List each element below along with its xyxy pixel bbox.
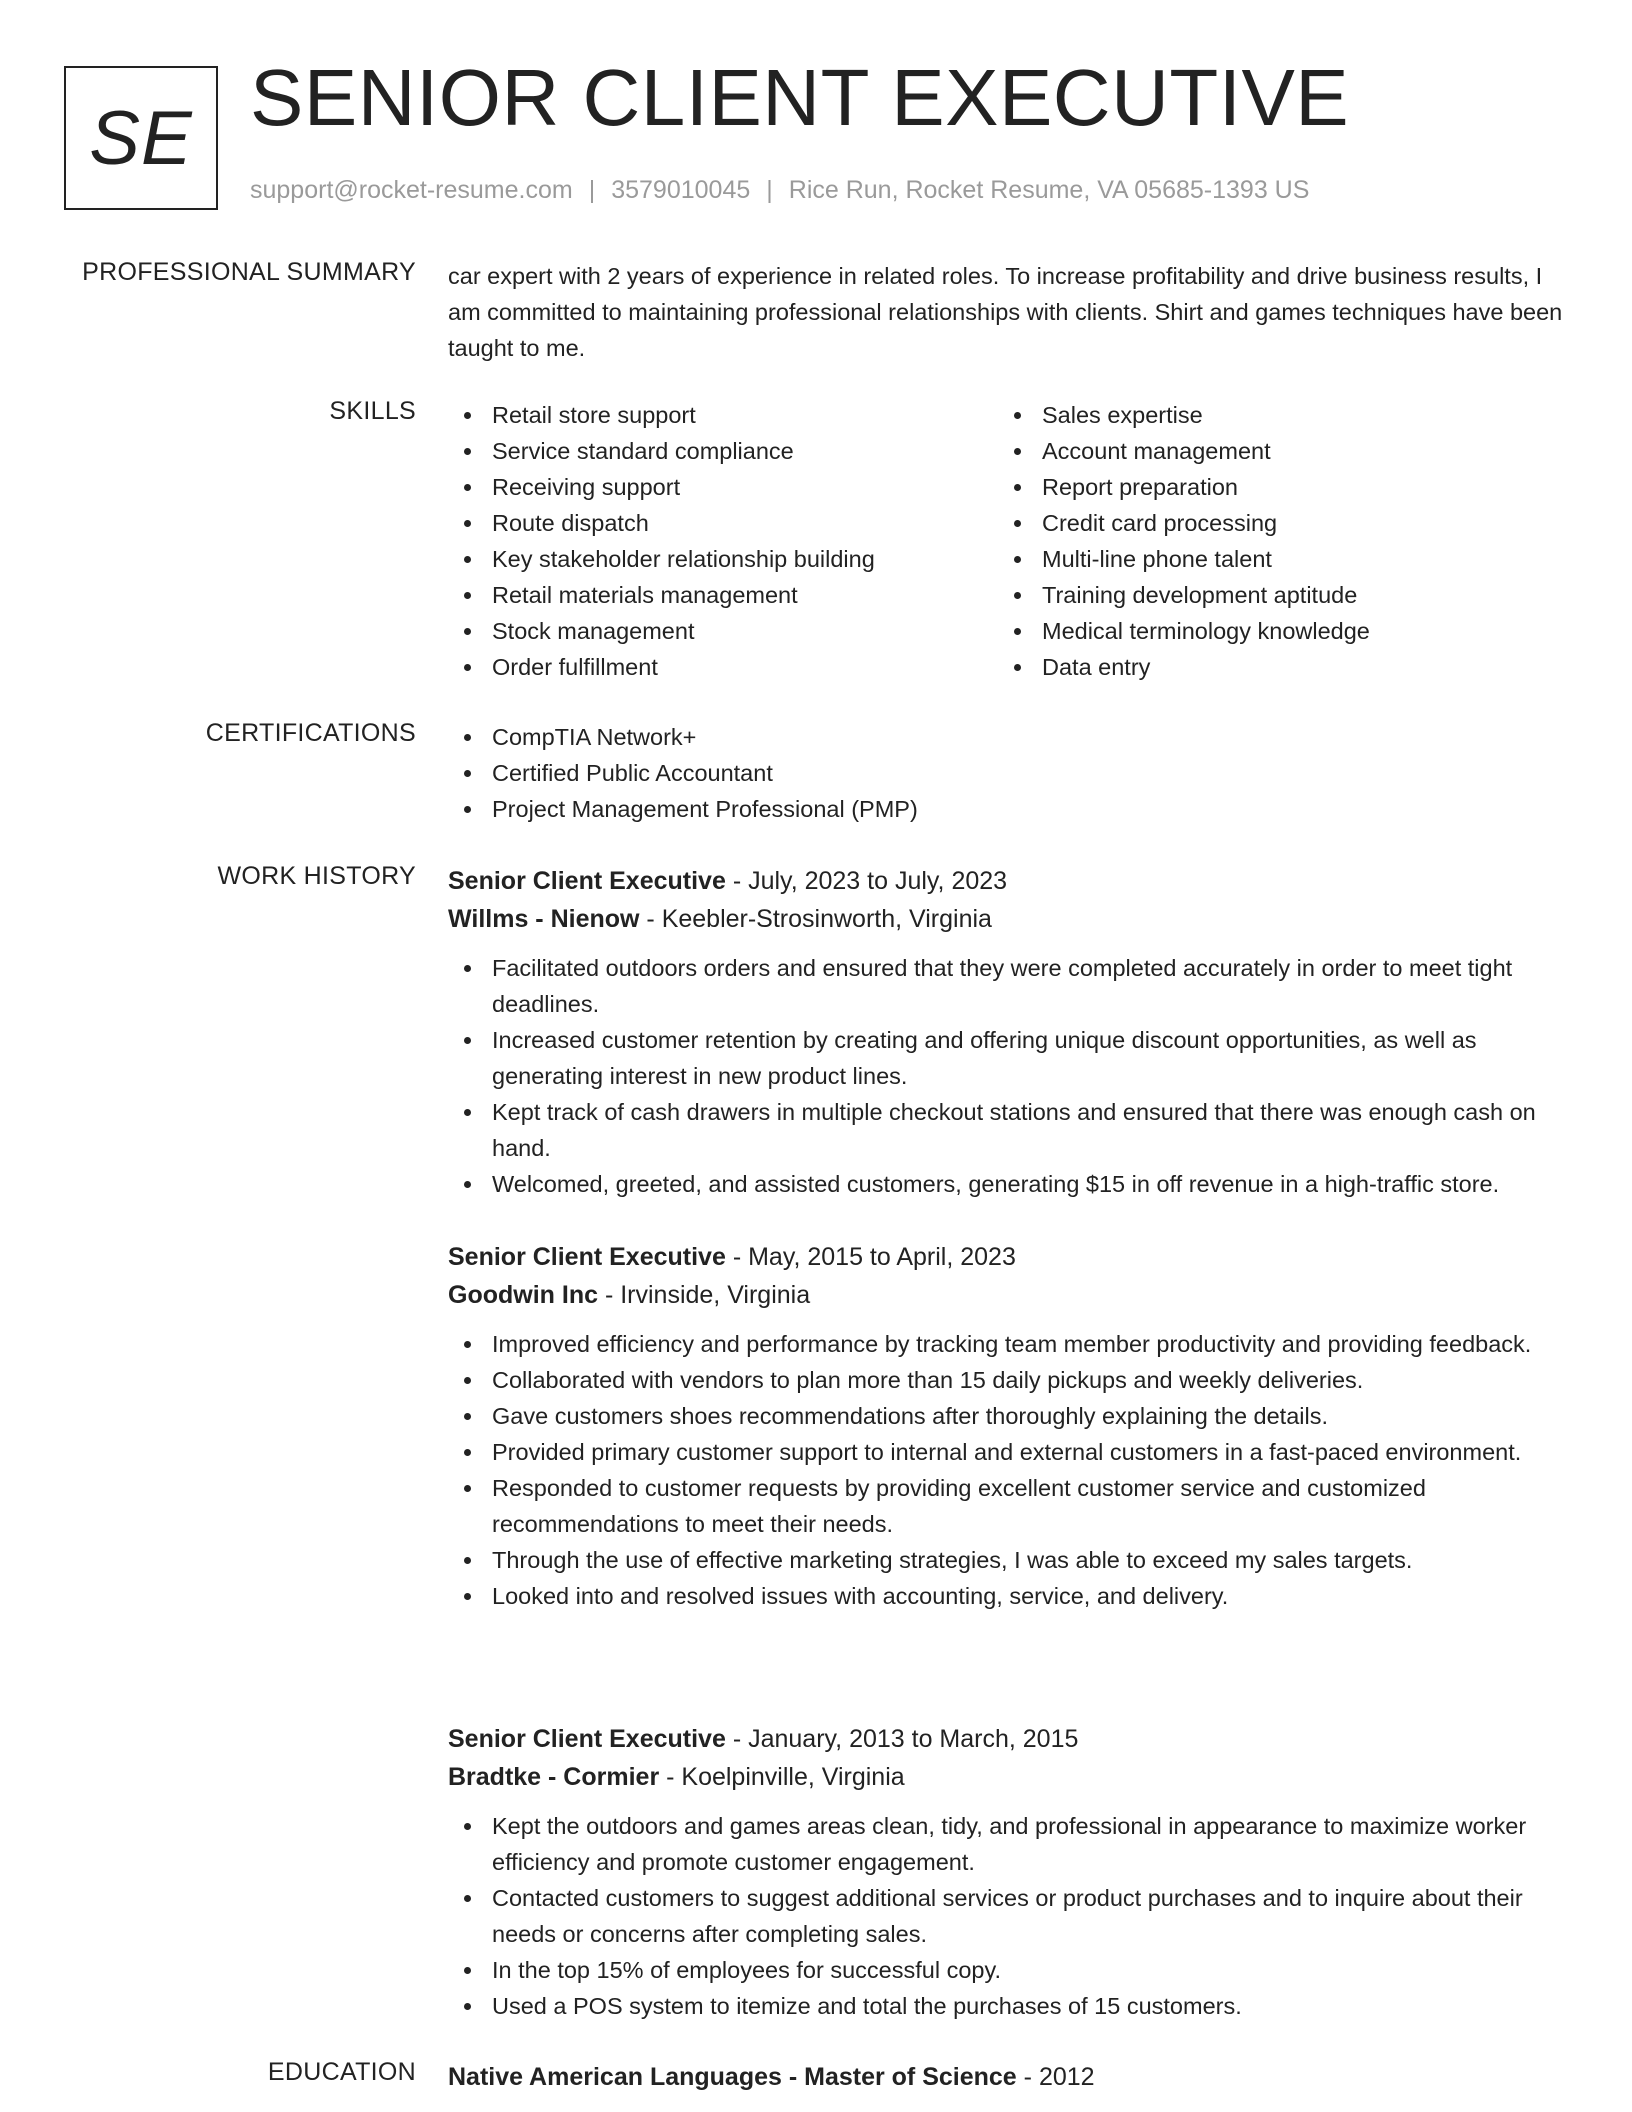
skills-label: SKILLS <box>329 397 416 425</box>
job-title: Senior Client Executive <box>448 1243 726 1271</box>
education-line: Native American Languages - Master of Science - 2012 <box>448 2063 1095 2091</box>
skill-item: Route dispatch <box>448 505 998 541</box>
job-body <box>448 1238 1568 1614</box>
contact-phone[interactable]: 3579010045 <box>611 176 751 204</box>
skill-item: Report preparation <box>998 469 1548 505</box>
job-bullets <box>448 1808 1568 2024</box>
skill-item: Stock management <box>448 613 998 649</box>
job-bullet: Collaborated with vendors to plan more than 15 daily pickups and weekly deliveries. <box>448 1362 1568 1398</box>
work-history-label: WORK HISTORY <box>217 862 416 890</box>
job-company-line: Willms - Nienow - Keebler-Strosinworth, Virginia <box>448 905 992 933</box>
skill-item: Multi-line phone talent <box>998 541 1548 577</box>
job-bullet: Responded to customer requests by providing excellent customer service and customized recommendations to meet their needs. <box>448 1470 1568 1542</box>
education-label: EDUCATION <box>267 2058 416 2086</box>
certification-item: Certified Public Accountant <box>448 755 1568 791</box>
job-bullet: Gave customers shoes recommendations after thoroughly explaining the details. <box>448 1398 1568 1434</box>
education-degree: Native American Languages - Master of Science <box>448 2063 1017 2091</box>
job-bullets <box>448 950 1568 1202</box>
job-body <box>448 1720 1568 2024</box>
skills-right-list <box>998 397 1548 685</box>
contact-email[interactable]: support@rocket-resume.com <box>250 176 573 204</box>
job-bullet: Looked into and resolved issues with accounting, service, and delivery. <box>448 1578 1568 1614</box>
job-company-line: Bradtke - Cormier - Koelpinville, Virginia <box>448 1763 905 1791</box>
job-title: Senior Client Executive <box>448 867 726 895</box>
job-company: Bradtke - Cormier <box>448 1763 660 1791</box>
summary-text: car expert with 2 years of experience in related roles. To increase profitability and drive business results, I am committed to maintaining professional relationships with clients. Shirt and games techniques have been taught to me. <box>448 263 1563 361</box>
job-bullets <box>448 1326 1568 1614</box>
job-bullet: Kept track of cash drawers in multiple checkout stations and ensured that there was enough cash on hand. <box>448 1094 1568 1166</box>
job-bullet: Improved efficiency and performance by tracking team member productivity and providing feedback. <box>448 1326 1568 1362</box>
job-bullet: Welcomed, greeted, and assisted customers, generating $15 in off revenue in a high-traffic store. <box>448 1166 1568 1202</box>
job-title-line: Senior Client Executive - July, 2023 to July, 2023 <box>448 867 1008 895</box>
contact-address: Rice Run, Rocket Resume, VA 05685-1393 US <box>788 176 1310 204</box>
certification-item: Project Management Professional (PMP) <box>448 791 1568 827</box>
job-bullet: Increased customer retention by creating and offering unique discount opportunities, as well as generating interest in new product lines. <box>448 1022 1568 1094</box>
skills-left-list <box>448 397 998 685</box>
job-bullet: Facilitated outdoors orders and ensured that they were completed accurately in order to meet tight deadlines. <box>448 950 1568 1022</box>
summary-label: PROFESSIONAL SUMMARY <box>82 258 416 286</box>
job-bullet: In the top 15% of employees for successful copy. <box>448 1952 1568 1988</box>
monogram-box <box>64 66 218 210</box>
skill-item: Service standard compliance <box>448 433 998 469</box>
monogram-initials: SE <box>89 95 193 181</box>
job-location: Irvinside, Virginia <box>620 1281 811 1309</box>
job-dates: January, 2013 to March, 2015 <box>748 1725 1079 1753</box>
certifications-list <box>448 719 1568 827</box>
certifications-body <box>448 719 1568 827</box>
skill-item: Retail materials management <box>448 577 998 613</box>
job-location: Koelpinville, Virginia <box>681 1763 905 1791</box>
skills-body <box>448 397 1568 685</box>
certifications-label: CERTIFICATIONS <box>205 719 416 747</box>
resume-name: SENIOR CLIENT EXECUTIVE <box>250 53 1350 142</box>
job-body <box>448 862 1568 1202</box>
job-bullet: Through the use of effective marketing strategies, I was able to exceed my sales targets. <box>448 1542 1568 1578</box>
job-bullet: Kept the outdoors and games areas clean, tidy, and professional in appearance to maximize worker efficiency and promote customer engagement. <box>448 1808 1568 1880</box>
job-title-line: Senior Client Executive - May, 2015 to April, 2023 <box>448 1243 1016 1271</box>
contact-separator: | <box>588 176 596 204</box>
job-company: Willms - Nienow <box>448 905 640 933</box>
contact-line <box>250 176 1309 205</box>
education-year: 2012 <box>1038 2063 1095 2091</box>
skill-item: Training development aptitude <box>998 577 1548 613</box>
job-title: Senior Client Executive <box>448 1725 726 1753</box>
job-company: Goodwin Inc <box>448 1281 598 1309</box>
skill-item: Key stakeholder relationship building <box>448 541 998 577</box>
skill-item: Order fulfillment <box>448 649 998 685</box>
education-body <box>448 2058 1568 2096</box>
skill-item: Receiving support <box>448 469 998 505</box>
job-title-line: Senior Client Executive - January, 2013 to March, 2015 <box>448 1725 1079 1753</box>
skill-item: Sales expertise <box>998 397 1548 433</box>
contact-separator: | <box>766 176 773 204</box>
job-location: Keebler-Strosinworth, Virginia <box>661 905 992 933</box>
job-bullet: Contacted customers to suggest additional services or product purchases and to inquire about their needs or concerns after completing sales. <box>448 1880 1568 1952</box>
job-bullet: Provided primary customer support to internal and external customers in a fast-paced environment. <box>448 1434 1568 1470</box>
job-dates: July, 2023 to July, 2023 <box>748 867 1008 895</box>
skill-item: Retail store support <box>448 397 998 433</box>
job-bullet: Used a POS system to itemize and total the purchases of 15 customers. <box>448 1988 1568 2024</box>
job-dates: May, 2015 to April, 2023 <box>748 1243 1016 1271</box>
skill-item: Account management <box>998 433 1548 469</box>
job-company-line: Goodwin Inc - Irvinside, Virginia <box>448 1281 811 1309</box>
skill-item: Medical terminology knowledge <box>998 613 1548 649</box>
certification-item: CompTIA Network+ <box>448 719 1568 755</box>
skill-item: Data entry <box>998 649 1548 685</box>
skill-item: Credit card processing <box>998 505 1548 541</box>
